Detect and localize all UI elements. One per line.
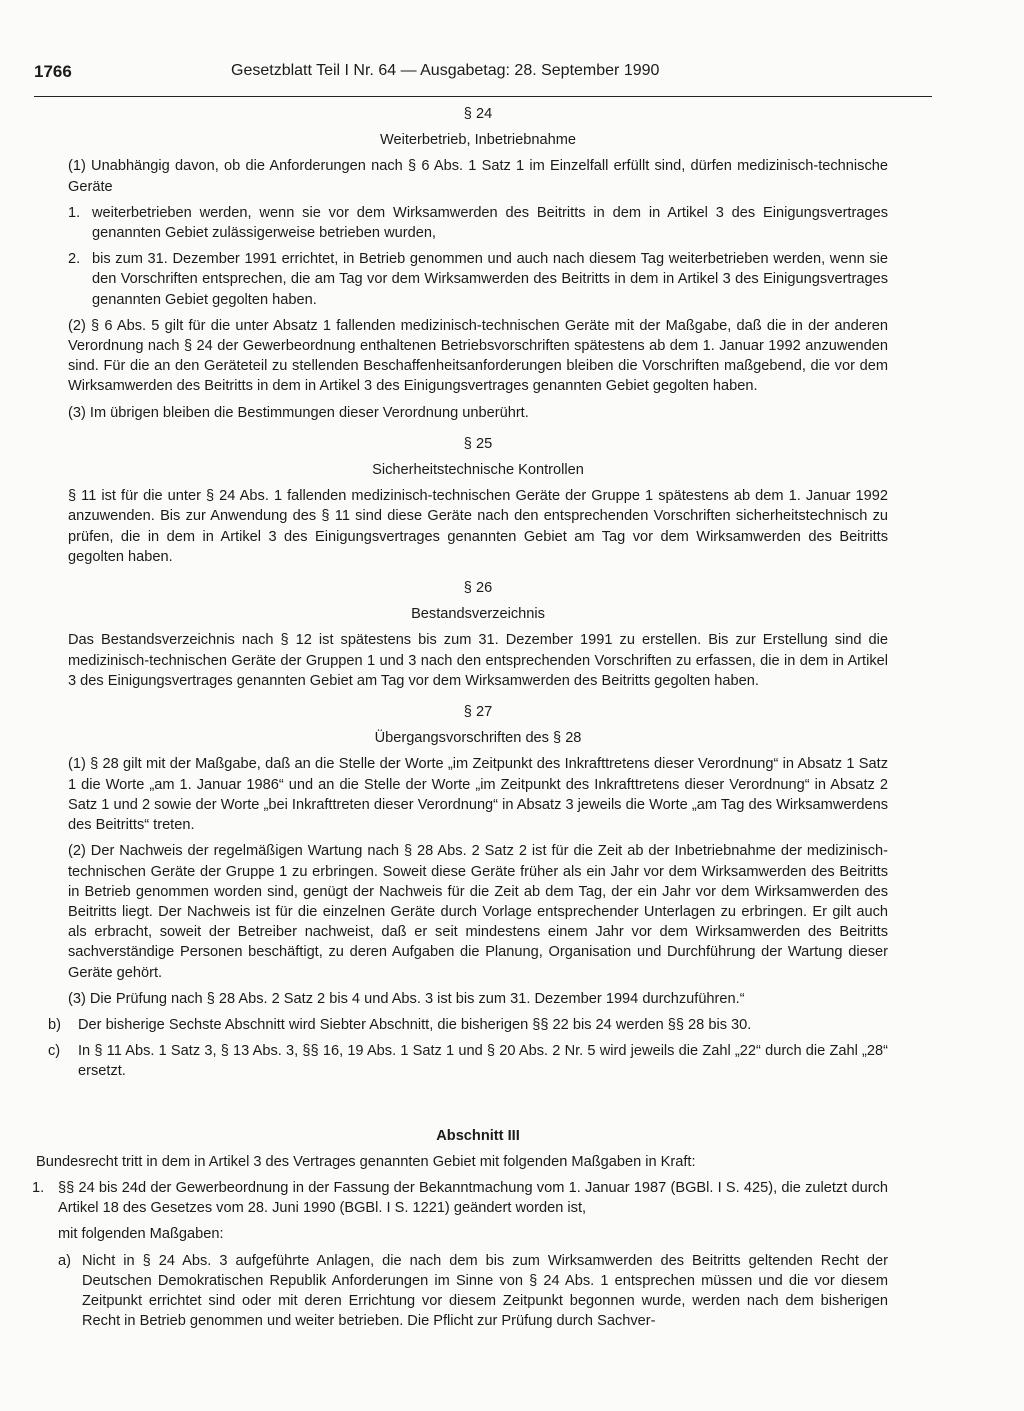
paragraph: Das Bestandsverzeichnis nach § 12 ist spätestens bis zum 31. Dezember 1991 zu erstellen. Bis zur Erstellung sind die medizinisch-technischen Geräte der Gruppen 1 und 3 nach den entsprechenden Vorschriften zu erfassen, die in dem in Artikel 3 des Einigungsvertrages genannten Gebiet am Tag vor dem Wirksamwerden des Beitritts gegolten haben. — [68, 632, 888, 689]
section-title-27: Übergangsvorschriften des § 28 — [374, 730, 582, 747]
chapter-title: Abschnitt III — [436, 1127, 520, 1144]
paragraph: § 11 ist für die unter § 24 Abs. 1 fallenden medizinisch-technischen Geräte der Gruppe 1 spätestens ab dem 1. Januar 1992 anzuwenden. Bis zur Anwendung des § 11 sind diese Geräte nach den entsprechenden Vorschriften sicherheitstechnisch zu prüfen, die in dem in Artikel 3 des Einigungsvertrages genannten Gebiet am Tag vor dem Wirksamwerden des Beitritts gegolten haben. — [68, 488, 888, 565]
list-text: weiterbetrieben werden, wenn sie vor dem Wirksamwerden des Beitritts in dem in Artikel 3 des Einigungsvertrages genannten Gebiet zulässigerweise betrieben wurden, — [92, 204, 888, 242]
list-marker: b) — [48, 1016, 61, 1033]
page-header — [34, 60, 932, 97]
list-item — [48, 1041, 888, 1081]
paragraph: (1) Unabhängig davon, ob die Anforderungen nach § 6 Abs. 1 Satz 1 im Einzelfall erfüllt sind, dürfen medizinisch-technische Geräte — [68, 158, 888, 195]
list-marker: 1. — [68, 204, 81, 221]
list-text: §§ 24 bis 24d der Gewerbeordnung in der Fassung der Bekanntmachung vom 1. Januar 1987 (BGBl. I S. 425), die zuletzt durch Artikel 18 des Gesetzes vom 28. Juni 1990 (BGBl. I S. 1221) geändert worden ist, — [58, 1179, 888, 1217]
paragraph: (3) Im übrigen bleiben die Bestimmungen dieser Verordnung unberührt. — [68, 404, 529, 421]
section-title-25: Sicherheitstechnische Kontrollen — [372, 462, 584, 479]
section-sign-27: § 27 — [463, 704, 493, 721]
gazette-title: Gesetzblatt Teil I Nr. 64 — Ausgabetag: 28. September 1990 — [231, 62, 660, 79]
list-item — [68, 203, 888, 243]
paragraph: (1) § 28 gilt mit der Maßgabe, daß an die Stelle der Worte „im Zeitpunkt des Inkrafttretens dieser Verordnung“ in Absatz 1 Satz 1 die Worte „am 1. Januar 1986“ und an die Stelle der Worte „im Zeitpunkt des Inkrafttretens dieser Verordnung“ in Absatz 2 Satz 1 und 2 sowie der Worte „bei Inkrafttreten dieser Verordnung“ in Absatz 3 jeweils die Worte „am Tag des Wirksamwerdens des Beitritts“ treten. — [68, 756, 888, 834]
list-text: Der bisherige Sechste Abschnitt wird Siebter Abschnitt, die bisherigen §§ 22 bis 24 werden §§ 28 bis 30. — [78, 1016, 752, 1033]
paragraph: (2) Der Nachweis der regelmäßigen Wartung nach § 28 Abs. 2 Satz 2 ist für die Zeit ab der Inbetriebnahme der medizinisch-technischen Geräte der Gruppe 1 zu erbringen. Soweit diese Geräte früher als ein Jahr vor dem Wirksamwerden des Beitritts in Betrieb genommen worden sind, genügt der Nachweis für die Zeit ab dem Tag, der ein Jahr vor dem Wirksamwerden des Beitritts liegt. Der Nachweis ist für die einzelnen Geräte durch Vorlage entsprechender Unterlagen zu erbringen. Er gilt auch als erbracht, soweit der Betreiber nachweist, daß er seit mindestens einem Jahr vor dem Wirksamwerden des Beitritts sachverständige Personen beschäftigt, zu deren Aufgaben die Planung, Organisation und Durchführung der Wartung dieser Geräte gehört. — [68, 843, 888, 981]
list-marker: c) — [48, 1043, 61, 1060]
list-marker: a) — [58, 1252, 71, 1269]
section-sign-26: § 26 — [463, 580, 493, 597]
paragraph: Bundesrecht tritt in dem in Artikel 3 des Vertrages genannten Gebiet mit folgenden Maßgaben in Kraft: — [36, 1153, 696, 1170]
list-text: bis zum 31. Dezember 1991 errichtet, in Betrieb genommen und auch nach diesem Tag weiterbetrieben werden, wenn sie den Vorschriften entsprechen, die am Tag vor dem Wirksamwerden des Beitritts in dem in Artikel 3 des Einigungsvertrages genannten Gebiet gegolten haben. — [92, 251, 888, 308]
list-text: In § 11 Abs. 1 Satz 3, § 13 Abs. 3, §§ 16, 19 Abs. 1 Satz 1 und § 20 Abs. 2 Nr. 5 wird jeweils die Zahl „22“ durch die Zahl „28“ ersetzt. — [78, 1043, 888, 1080]
paragraph: (2) § 6 Abs. 5 gilt für die unter Absatz 1 fallenden medizinisch-technischen Geräte mit der Maßgabe, daß die in der anderen Verordnung nach § 24 der Gewerbeordnung enthaltenen Betriebsvorschriften spätestens ab dem 1. Januar 1992 anzuwenden sind. Für die an den Geräteteil zu stellenden Beschaffenheitsanforderungen bleiben die Vorschriften maßgebend, die vor dem Wirksamwerden des Beitritts in dem in Artikel 3 des Einigungsvertrages genannten Gebiet gegolten haben. — [68, 317, 888, 395]
page-number: 1766 — [34, 62, 72, 81]
section-sign-25: § 25 — [463, 435, 493, 452]
section-title-26: Bestandsverzeichnis — [411, 606, 545, 623]
list-marker: 1. — [32, 1179, 45, 1196]
section-title-24: Weiterbetrieb, Inbetriebnahme — [379, 132, 577, 149]
section-sign-24: § 24 — [463, 106, 493, 122]
list-marker: 2. — [68, 251, 81, 268]
list-item — [68, 249, 888, 310]
paragraph: (3) Die Prüfung nach § 28 Abs. 2 Satz 2 bis 4 und Abs. 3 ist bis zum 31. Dezember 1994 durchzuführen.“ — [68, 990, 745, 1007]
document-body — [32, 100, 888, 1337]
list-item — [48, 1015, 888, 1035]
list-text: Nicht in § 24 Abs. 3 aufgeführte Anlagen, die nach dem bis zum Wirksamwerden des Beitritts geltenden Recht der Deutschen Demokratischen Republik Anforderungen im Sinne von § 24 Abs. 1 entsprechen müssen und die vor diesem Zeitpunkt errichtet sind oder mit deren Errichtung vor diesem Zeitpunkt begonnen wurde, werden nach dem bisherigen Recht in Betrieb genommen und weiter betrieben. Die Pflicht zur Prüfung durch Sachver- — [82, 1252, 888, 1330]
list-item — [32, 1178, 888, 1218]
paragraph: mit folgenden Maßgaben: — [58, 1226, 224, 1243]
list-item — [58, 1251, 888, 1332]
